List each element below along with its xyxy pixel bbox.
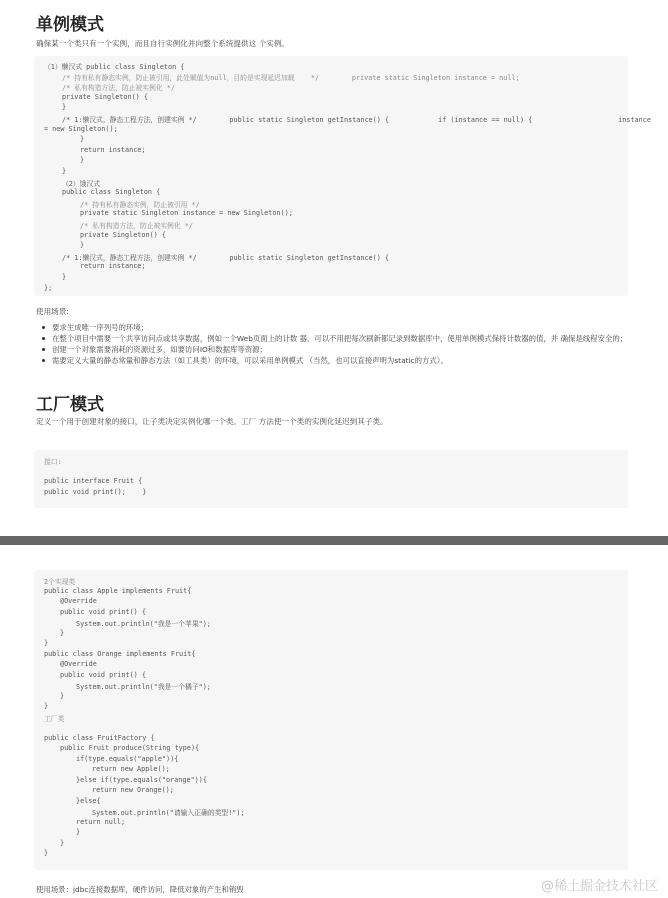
code-line: System.out.println("我是一个橘子"); — [76, 683, 211, 691]
code-line: 2个实现类 — [44, 578, 76, 586]
code-line: return new Apple(); — [92, 765, 170, 773]
code-line: } — [80, 241, 85, 250]
code-line: } — [80, 156, 85, 165]
code-line: public void print() { — [60, 607, 146, 616]
code-line: return instance; — [80, 262, 146, 271]
singleton-usage-list — [40, 322, 630, 366]
watermark: @稀土掘金技术社区 — [540, 879, 658, 894]
code-line: 工厂类 — [44, 714, 65, 723]
code-line: }else if(type.equals("orange")){ — [76, 775, 207, 784]
code-line: /* 持有私有静态实例，防止被引用，此处赋值为null，目的是实现延迟加载 */ private static Singleton instance = null; — [62, 73, 520, 82]
code-line: private Singleton() { — [80, 230, 166, 239]
singleton-code-block — [34, 56, 651, 296]
code-line: } — [60, 838, 65, 847]
code-line: = new Singleton(); — [44, 124, 118, 133]
code-line: （2）饿汉式 — [62, 179, 101, 188]
code-line: public interface Fruit { — [44, 477, 143, 485]
code-line: /* 私有构造方法，防止被实例化 */ — [62, 84, 175, 93]
code-line: }else{ — [76, 796, 101, 805]
code-line: public void print(); } — [44, 487, 147, 496]
factory-interface-code-block — [34, 450, 628, 508]
code-line: } — [60, 628, 65, 637]
code-line: System.out.println("我是一个苹果"); — [76, 620, 211, 628]
singleton-usage-label: 使用场景: — [36, 307, 69, 316]
code-line: System.out.println("请输入正确的类型!"); — [92, 809, 245, 817]
singleton-intro: 确保某一个类只有一个实例，而且自行实例化并向整个系统提供这 个实例。 — [36, 39, 290, 48]
code-line: public class Singleton { — [62, 188, 161, 197]
factory-intro: 定义一个用于创建对象的接口，让子类决定实例化哪一个类。工厂 方法使一个类的实例化延迟到其子类。 — [36, 417, 388, 426]
code-line: public class Orange implements Fruit{ — [44, 649, 196, 658]
code-line: private Singleton() { — [62, 92, 148, 101]
code-line: return instance; — [80, 145, 146, 154]
code-line: @Override — [60, 597, 97, 605]
factory-impl-code-block — [34, 570, 628, 870]
usage-item: 在整个项目中需要一个共享访问点或共享数据，例如一个Web页面上的计数 器，可以不用把每次刷新都记录到数据库中，使用单例模式保持计数器的值，并 确保是线程安全的； — [40, 333, 630, 344]
code-line: } — [62, 103, 67, 112]
code-line: /* 1:懒汉式，静态工程方法，创建实例 */ public static Singleton getInstance() { if (instance == null) { instance — [62, 116, 651, 124]
code-line: } — [80, 135, 85, 144]
code-line: } — [44, 639, 49, 647]
code-line: } — [60, 691, 65, 700]
code-line: public class Apple implements Fruit{ — [44, 586, 192, 595]
code-line: } — [76, 828, 81, 836]
singleton-title: 单例模式 — [36, 15, 104, 35]
code-line: private static Singleton instance = new Singleton(); — [80, 209, 293, 218]
code-line: 接口: — [44, 458, 62, 466]
code-line: if(type.equals("apple")){ — [76, 754, 179, 763]
code-line: } — [44, 702, 49, 710]
usage-item: 需要定义大量的静态常量和静态方法（如工具类）的环境，可以采用单例模式 （当然，也可以直接声明为static的方式）。 — [40, 355, 630, 366]
code-line: public void print() { — [60, 670, 146, 679]
code-line: /* 私有构造方法，防止被实例化 */ — [80, 222, 193, 230]
code-line: return new Orange(); — [92, 786, 174, 794]
code-line: } — [44, 849, 49, 857]
code-line: } — [62, 273, 67, 281]
code-line: /* 1:懒汉式，静态工程方法，创建实例 */ public static Singleton getInstance() { — [62, 253, 390, 262]
code-line: return null; — [76, 817, 126, 826]
usage-item: 要求生成唯一序列号的环境； — [40, 322, 630, 333]
factory-usage: 使用场景：jdbc连接数据库，硬件访问，降低对象的产生和销毁 — [36, 885, 244, 894]
code-line: public class FruitFactory { — [44, 733, 155, 742]
factory-title: 工厂模式 — [36, 395, 104, 415]
code-line: public Fruit produce(String type){ — [60, 744, 200, 752]
page-divider — [0, 536, 668, 545]
code-line: /* 持有私有静态实例，防止被引用 */ — [80, 200, 200, 209]
code-line: （1）懒汉式 public class Singleton { — [44, 63, 185, 71]
code-line: } — [62, 167, 67, 175]
code-line: }; — [44, 283, 53, 292]
usage-item: 创建一个对象需要消耗的资源过多，如要访问IO和数据库等资源； — [40, 344, 630, 355]
code-line: @Override — [60, 660, 97, 668]
